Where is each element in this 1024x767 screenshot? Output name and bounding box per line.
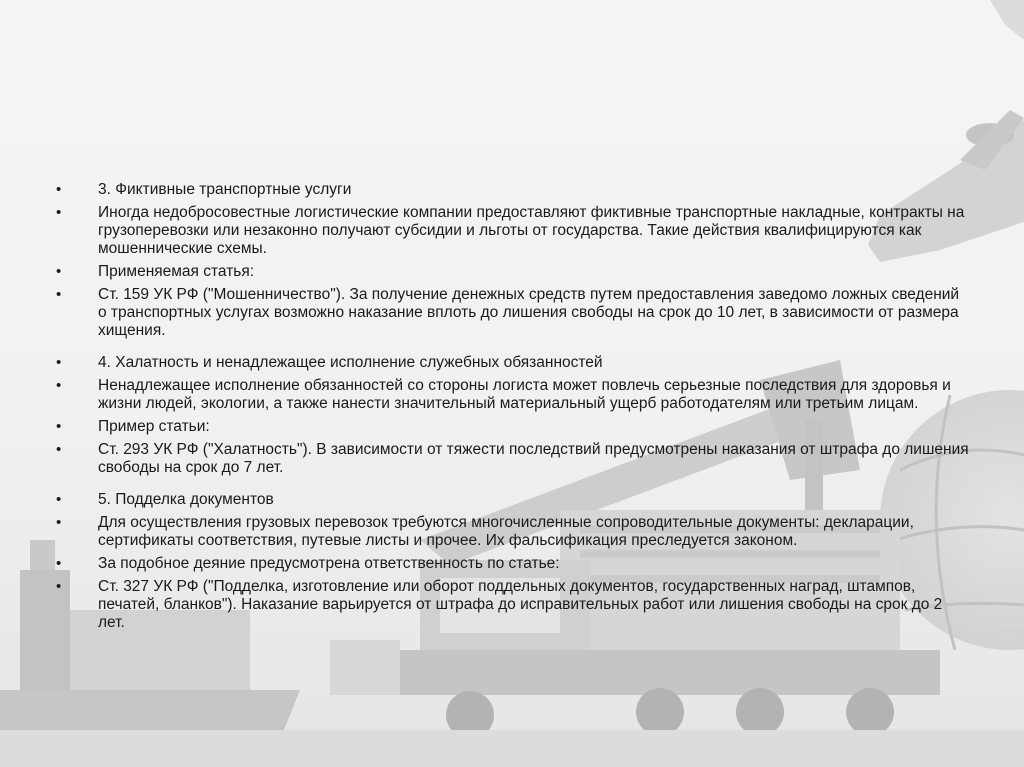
bullet-dot: • (56, 181, 62, 198)
bullet-item (56, 514, 971, 550)
bullet-text: Иногда недобросовестные логистические компании предоставляют фиктивные транспортные накладные, контракты на грузоперевозки или незаконно получают субсидии и льготы от государства. Такие действия квалифицируются как мошеннические схемы. (98, 204, 965, 257)
bullet-item (56, 578, 971, 632)
bullet-dot: • (56, 377, 62, 394)
bullet-item (56, 354, 971, 372)
bullet-text: Пример статьи: (98, 418, 210, 435)
bullet-item (56, 286, 971, 340)
bullet-text: За подобное деяние предусмотрена ответственность по статье: (98, 555, 560, 572)
bullet-text: Ст. 159 УК РФ ("Мошенничество"). За получение денежных средств путем предоставления заведомо ложных сведений о транспортных услугах возможно наказание вплоть до лишения свободы на срок до 10 лет, в зависимости от размера хищения. (98, 286, 960, 339)
bullet-item (56, 377, 971, 413)
bullet-text: Ст. 327 УК РФ ("Подделка, изготовление или оборот поддельных документов, государственных наград, штампов, печатей, бланков"). Наказание варьируется от штрафа до исправительных работ или лишения свободы на срок до 2 лет. (98, 578, 943, 631)
bullet-list (56, 181, 971, 632)
bullet-text: Применяемая статья: (98, 263, 255, 280)
bullet-item (56, 263, 971, 281)
bullet-text: Для осуществления грузовых перевозок требуются многочисленные сопроводительные документы: декларации, сертификаты соответствия, путевые листы и прочее. Их фальсификация преследуется законом. (98, 514, 914, 549)
bullet-item (56, 204, 971, 258)
bullet-dot: • (56, 354, 62, 371)
bullet-dot: • (56, 578, 62, 595)
bullet-dot: • (56, 441, 62, 458)
bullet-dot: • (56, 204, 62, 221)
bullet-item (56, 491, 971, 509)
bullet-dot: • (56, 555, 62, 572)
bullet-item (56, 181, 971, 199)
bullet-item (56, 441, 971, 477)
slide-content (56, 181, 971, 637)
bullet-dot: • (56, 491, 62, 508)
bullet-text: 4. Халатность и ненадлежащее исполнение служебных обязанностей (98, 354, 603, 371)
bullet-text: Ненадлежащее исполнение обязанностей со стороны логиста может повлечь серьезные последствия для здоровья и жизни людей, экологии, а также нанести значительный материальный ущерб работодателям или третьим лицам. (98, 377, 951, 412)
bullet-dot: • (56, 514, 62, 531)
bullet-dot: • (56, 286, 62, 303)
bullet-item (56, 555, 971, 573)
bullet-text: 3. Фиктивные транспортные услуги (98, 181, 352, 198)
bullet-item (56, 418, 971, 436)
bullet-text: 5. Подделка документов (98, 491, 274, 508)
bullet-dot: • (56, 418, 62, 435)
bullet-text: Ст. 293 УК РФ ("Халатность"). В зависимости от тяжести последствий предусмотрены наказания от штрафа до лишения свободы на срок до 7 лет. (98, 441, 969, 476)
bullet-dot: • (56, 263, 62, 280)
